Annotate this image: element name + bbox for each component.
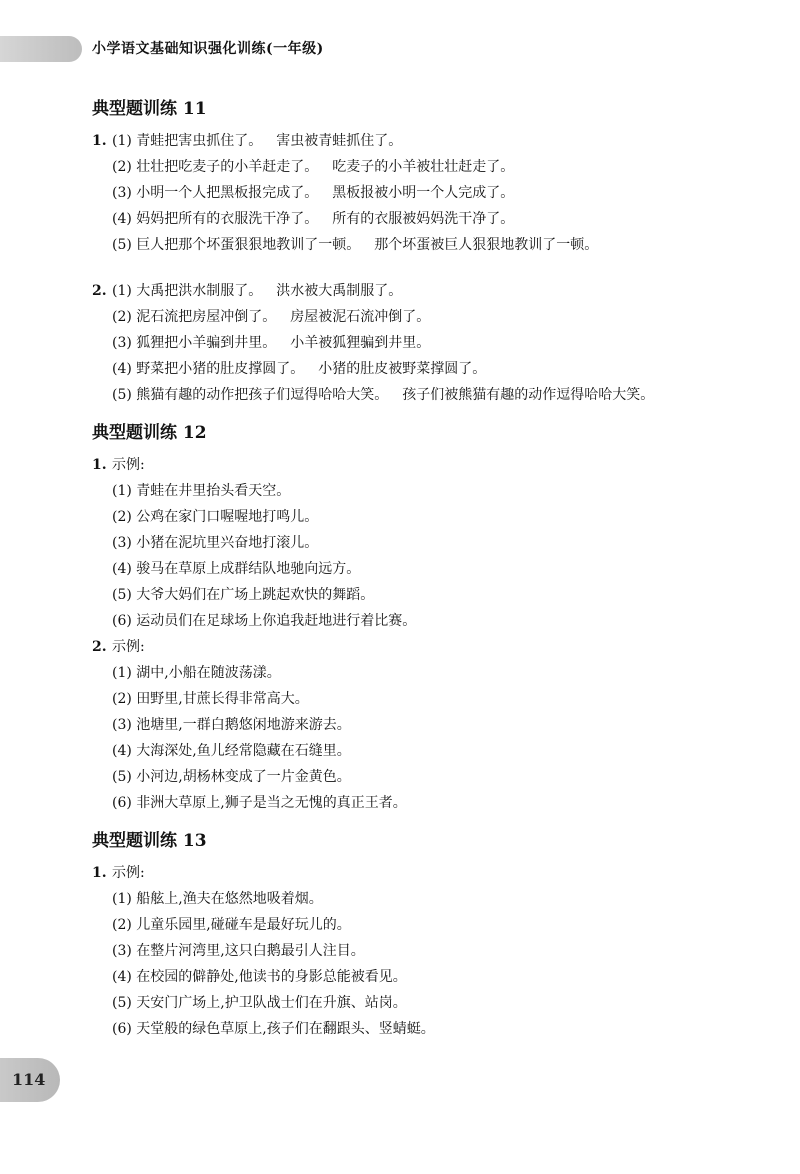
answer-item-label: (1) 大禹把洪水制服了。: [112, 283, 263, 299]
answer-item-label: (3) 在整片河湾里,这只白鹅最引人注目。: [112, 943, 365, 959]
answer-item-rewrite: 害虫被青蛙抓住了。: [276, 133, 403, 149]
answer-item: [92, 582, 772, 608]
answer-item: [92, 686, 772, 712]
answer-item-rewrite: 那个坏蛋被巨人狠狠地教训了一顿。: [374, 237, 599, 253]
spacer: [92, 1042, 772, 1054]
answer-item-label: (3) 小猪在泥坑里兴奋地打滚儿。: [112, 535, 319, 551]
answer-item-label: (1) 青蛙把害虫抓住了。: [112, 133, 263, 149]
section-title: 典型题训练 13: [92, 831, 207, 851]
answer-item-rewrite: 洪水被大禹制服了。: [276, 283, 403, 299]
answer-item-rewrite: 孩子们被熊猫有趣的动作逗得哈哈大笑。: [402, 387, 655, 403]
question-number: 2.: [92, 283, 107, 299]
answer-item-label: (5) 大爷大妈们在广场上跳起欢快的舞蹈。: [112, 587, 375, 603]
answer-item: [92, 556, 772, 582]
answer-item: [92, 938, 772, 964]
answer-item: [92, 660, 772, 686]
answer-item-label: (2) 壮壮把吃麦子的小羊赶走了。: [112, 159, 319, 175]
answer-item-label: (3) 小明一个人把黑板报完成了。: [112, 185, 319, 201]
answer-item-label: (5) 巨人把那个坏蛋狠狠地教训了一顿。: [112, 237, 361, 253]
answer-item: [92, 1016, 772, 1042]
answer-item-label: (1) 船舷上,渔夫在悠然地吸着烟。: [112, 891, 323, 907]
answer-item: [92, 478, 772, 504]
answer-item-label: (3) 池塘里,一群白鹅悠闲地游来游去。: [112, 717, 351, 733]
question-intro: 示例:: [112, 457, 145, 473]
question-number: 2.: [92, 639, 107, 655]
question-intro: 示例:: [112, 639, 145, 655]
answer-item-rewrite: 吃麦子的小羊被壮壮赶走了。: [332, 159, 515, 175]
question-heading: [92, 634, 772, 660]
question-heading: [92, 278, 772, 304]
answer-item: [92, 504, 772, 530]
spacer: [92, 816, 772, 828]
answer-item-label: (2) 田野里,甘蔗长得非常高大。: [112, 691, 309, 707]
answer-item-label: (5) 小河边,胡杨林变成了一片金黄色。: [112, 769, 351, 785]
answer-item-label: (3) 狐狸把小羊骗到井里。: [112, 335, 277, 351]
answer-item: [92, 964, 772, 990]
answer-item: [92, 206, 772, 232]
answer-item: [92, 764, 772, 790]
spacer: [92, 408, 772, 420]
answer-item-label: (5) 熊猫有趣的动作把孩子们逗得哈哈大笑。: [112, 387, 389, 403]
answer-item: [92, 180, 772, 206]
answer-item-label: (1) 青蛙在井里抬头看天空。: [112, 483, 291, 499]
answer-item: [92, 330, 772, 356]
answer-item: [92, 382, 772, 408]
answer-item: [92, 990, 772, 1016]
answer-item-label: (2) 泥石流把房屋冲倒了。: [112, 309, 277, 325]
page-number: 114: [12, 1070, 46, 1089]
answer-item-rewrite: 小羊被狐狸骗到井里。: [290, 335, 431, 351]
answer-item: [92, 608, 772, 634]
answer-item-label: (2) 公鸡在家门口喔喔地打鸣儿。: [112, 509, 319, 525]
answer-item-rewrite: 黑板报被小明一个人完成了。: [332, 185, 515, 201]
question-heading: [92, 452, 772, 478]
question-heading: [92, 128, 772, 154]
header-decor-bar: [0, 36, 82, 62]
answer-item: [92, 530, 772, 556]
answer-item: [92, 232, 772, 258]
answer-item-label: (6) 非洲大草原上,狮子是当之无愧的真正王者。: [112, 795, 407, 811]
answer-item-label: (6) 天堂般的绿色草原上,孩子们在翻跟头、竖蜻蜓。: [112, 1021, 435, 1037]
answer-item-rewrite: 房屋被泥石流冲倒了。: [290, 309, 431, 325]
spacer: [92, 258, 772, 278]
answer-item: [92, 304, 772, 330]
answer-item-label: (4) 在校园的僻静处,他读书的身影总能被看见。: [112, 969, 407, 985]
answer-item-label: (6) 运动员们在足球场上你追我赶地进行着比赛。: [112, 613, 417, 629]
section-title: 典型题训练 12: [92, 423, 207, 443]
answer-item-rewrite: 小猪的肚皮被野菜撑圆了。: [318, 361, 487, 377]
question-number: 1.: [92, 457, 107, 473]
answer-item: [92, 912, 772, 938]
question-number: 1.: [92, 865, 107, 881]
answer-item-label: (1) 湖中,小船在随波荡漾。: [112, 665, 281, 681]
answer-content: [92, 96, 772, 1054]
question-number: 1.: [92, 133, 107, 149]
question-intro: 示例:: [112, 865, 145, 881]
answer-item: [92, 154, 772, 180]
answer-item-label: (5) 天安门广场上,护卫队战士们在升旗、站岗。: [112, 995, 407, 1011]
section-title: 典型题训练 11: [92, 99, 207, 119]
answer-item-rewrite: 所有的衣服被妈妈洗干净了。: [332, 211, 515, 227]
answer-item-label: (4) 骏马在草原上成群结队地驰向远方。: [112, 561, 361, 577]
running-header: 小学语文基础知识强化训练(一年级): [92, 41, 324, 57]
answer-item-label: (4) 野菜把小猪的肚皮撑圆了。: [112, 361, 305, 377]
answer-item-label: (4) 大海深处,鱼儿经常隐藏在石缝里。: [112, 743, 351, 759]
answer-item: [92, 712, 772, 738]
question-heading: [92, 860, 772, 886]
answer-item-label: (4) 妈妈把所有的衣服洗干净了。: [112, 211, 319, 227]
answer-item: [92, 356, 772, 382]
answer-item: [92, 886, 772, 912]
answer-item-label: (2) 儿童乐园里,碰碰车是最好玩儿的。: [112, 917, 351, 933]
answer-item: [92, 790, 772, 816]
answer-item: [92, 738, 772, 764]
